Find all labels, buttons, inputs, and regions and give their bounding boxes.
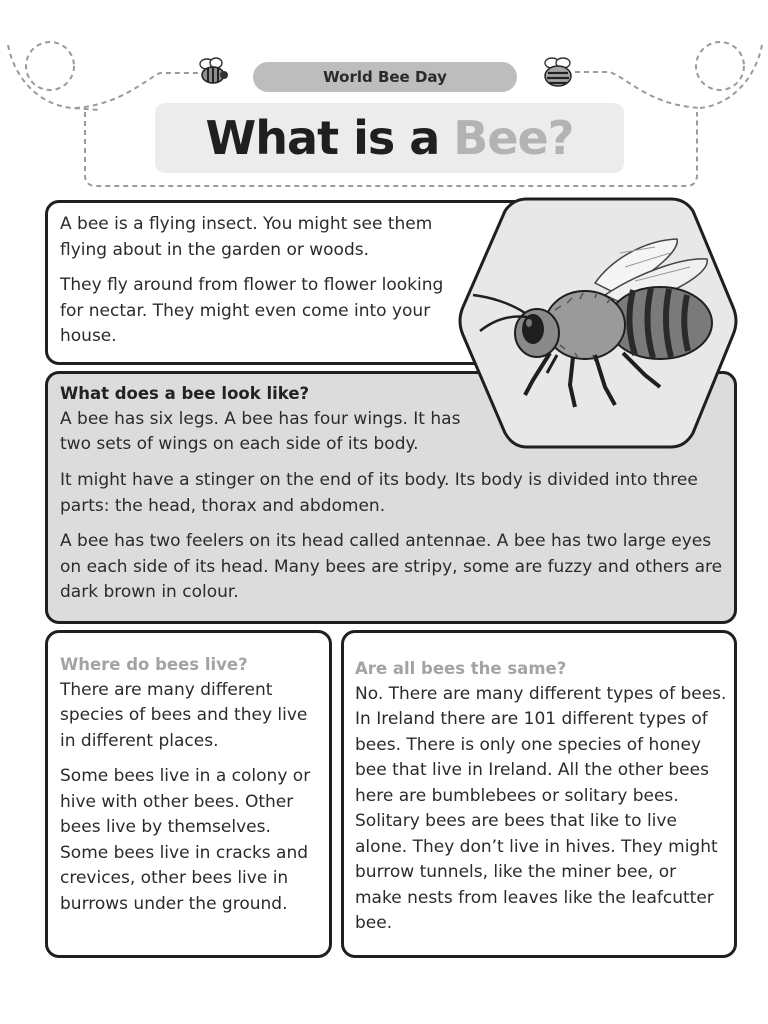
page-title <box>155 106 624 170</box>
title-highlight: Bee? <box>453 111 574 165</box>
appearance-paragraph-1: A bee has six legs. A bee has four wings. It has two sets of wings on each side of its body. <box>60 408 461 454</box>
appearance-heading: What does a bee look like? <box>60 384 310 403</box>
habitat-heading: Where do bees live? <box>60 655 248 674</box>
intro-paragraph-2: They fly around from flower to flower looking for nectar. They might even come into your house. <box>60 275 444 346</box>
appearance-paragraph-3: A bee has two feelers on its head called antennae. A bee has two large eyes on each side of its head. Many bees are stripy, some are fuzzy and others are dark brown in colour. <box>60 531 723 602</box>
appearance-bottom-text <box>60 468 725 606</box>
habitat-paragraph-2: Some bees live in a colony or hive with other bees. Other bees live by themselves. Some bees live in cracks and crevices, other bees live in burrows under the ground. <box>60 766 311 914</box>
types-text <box>355 656 727 937</box>
types-paragraph-1: No. There are many different types of bees. In Ireland there are 101 different types of bees. There is only one species of honey bee that live in Ireland. All the other bees here are bumblebees or solitary bees. Solitary bees are bees that like to live alone. They don’t live in hives. They might burrow tunnels, like the miner bee, or make nests from leaves like the leafcutter bee. <box>355 683 727 933</box>
habitat-paragraph-1: There are many different species of bees and they live in different places. <box>60 679 308 751</box>
bee-illustration <box>455 195 740 457</box>
world-bee-day-badge: World Bee Day <box>253 62 517 92</box>
habitat-text <box>60 652 322 917</box>
appearance-top-text <box>60 381 490 458</box>
appearance-paragraph-2: It might have a stinger on the end of its body. Its body is divided into three parts: the head, thorax and abdomen. <box>60 470 698 516</box>
small-bee-left-icon <box>196 56 230 88</box>
types-heading: Are all bees the same? <box>355 659 567 678</box>
small-bee-right-icon <box>540 56 576 90</box>
intro-paragraph-1: A bee is a flying insect. You might see them flying about in the garden or woods. <box>60 214 433 260</box>
title-main: What is a <box>205 111 440 165</box>
intro-text <box>60 212 468 350</box>
